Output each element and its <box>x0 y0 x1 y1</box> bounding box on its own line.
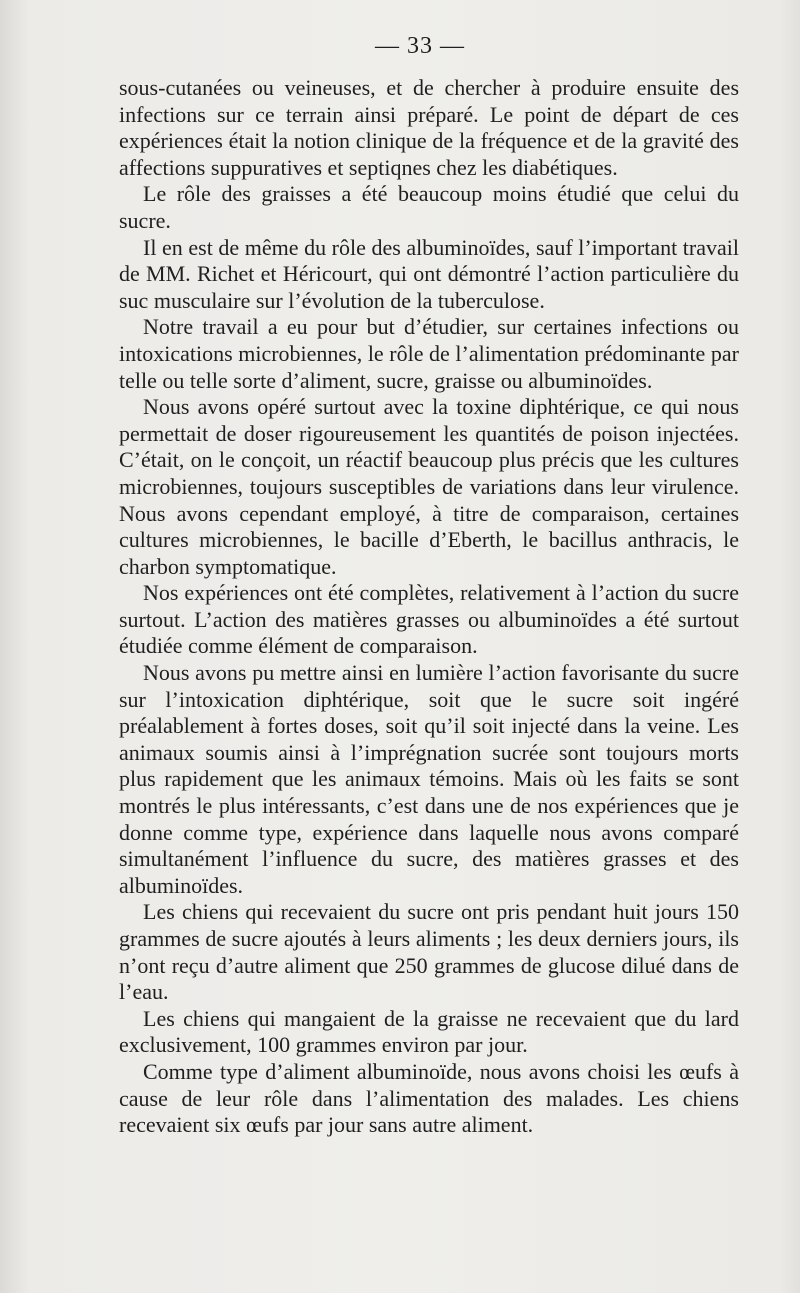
paragraph-3: Il en est de même du rôle des albuminoïdes, sauf l’important travail de MM. Richet et Héricourt, qui ont démontré l’action particulière du suc musculaire sur l’évolution de la tuberculose. <box>119 234 739 313</box>
paragraph-10: Comme type d’aliment albuminoïde, nous avons choisi les œufs à cause de leur rôle dans l’alimentation des malades. Les chiens recevaient six œufs par jour sans autre aliment. <box>119 1058 739 1138</box>
page-number: — 33 — <box>375 33 465 59</box>
paragraph-5: Nous avons opéré surtout avec la toxine diphtérique, ce qui nous permettait de doser rigoureusement les quantités de poison injectées. C’était, on le conçoit, un réactif beaucoup plus précis que les cultures microbiennes, toujours susceptibles de variations dans leur virulence. Nous avons cependant employé, à titre de comparaison, certaines cultures microbiennes, le bacille d’Eberth, le bacillus anthracis, le charbon symptomatique. <box>119 394 739 579</box>
paragraph-8: Les chiens qui recevaient du sucre ont pris pendant huit jours 150 grammes de sucre ajoutés à leurs aliments ; les deux derniers jours, ils n’ont reçu d’autre aliment que 250 grammes de glucose dilué dans de l’eau. <box>119 899 739 1005</box>
paragraph-6: Nos expériences ont été complètes, relativement à l’action du sucre surtout. L’action des matières grasses ou albuminoïdes a été surtout étudiée comme élément de comparaison. <box>119 580 739 659</box>
paragraph-7: Nous avons pu mettre ainsi en lumière l’action favorisante du sucre sur l’intoxication diphtérique, soit que le sucre soit ingéré préalablement à fortes doses, soit qu’il soit injecté dans la veine. Les animaux soumis ainsi à l’imprégnation sucrée sont toujours morts plus rapidement que les animaux témoins. Mais où les faits se sont montrés le plus intéressants, c’est dans une de nos expériences que je donne comme type, expérience dans laquelle nous avons comparé simultanément l’influence du sucre, des matières grasses et des albuminoïdes. <box>119 660 739 898</box>
paragraph-1: sous-cutanées ou veineuses, et de chercher à produire ensuite des infections sur ce terrain ainsi préparé. Le point de départ de ces expériences était la notion clinique de la fréquence et de la gravité des affections suppuratives et septiqnes chez les diabétiques. <box>119 75 739 180</box>
paragraph-2: Le rôle des graisses a été beaucoup moins étudié que celui du sucre. <box>119 181 739 233</box>
paragraph-4: Notre travail a eu pour but d’étudier, sur certaines infections ou intoxications microbiennes, le rôle de l’alimentation prédominante par telle ou telle sorte d’aliment, sucre, graisse ou albuminoïdes. <box>119 314 739 393</box>
paragraph-9: Les chiens qui mangaient de la graisse ne recevaient que du lard exclusivement, 100 grammes environ par jour. <box>119 1005 739 1058</box>
body-text <box>119 75 739 1139</box>
